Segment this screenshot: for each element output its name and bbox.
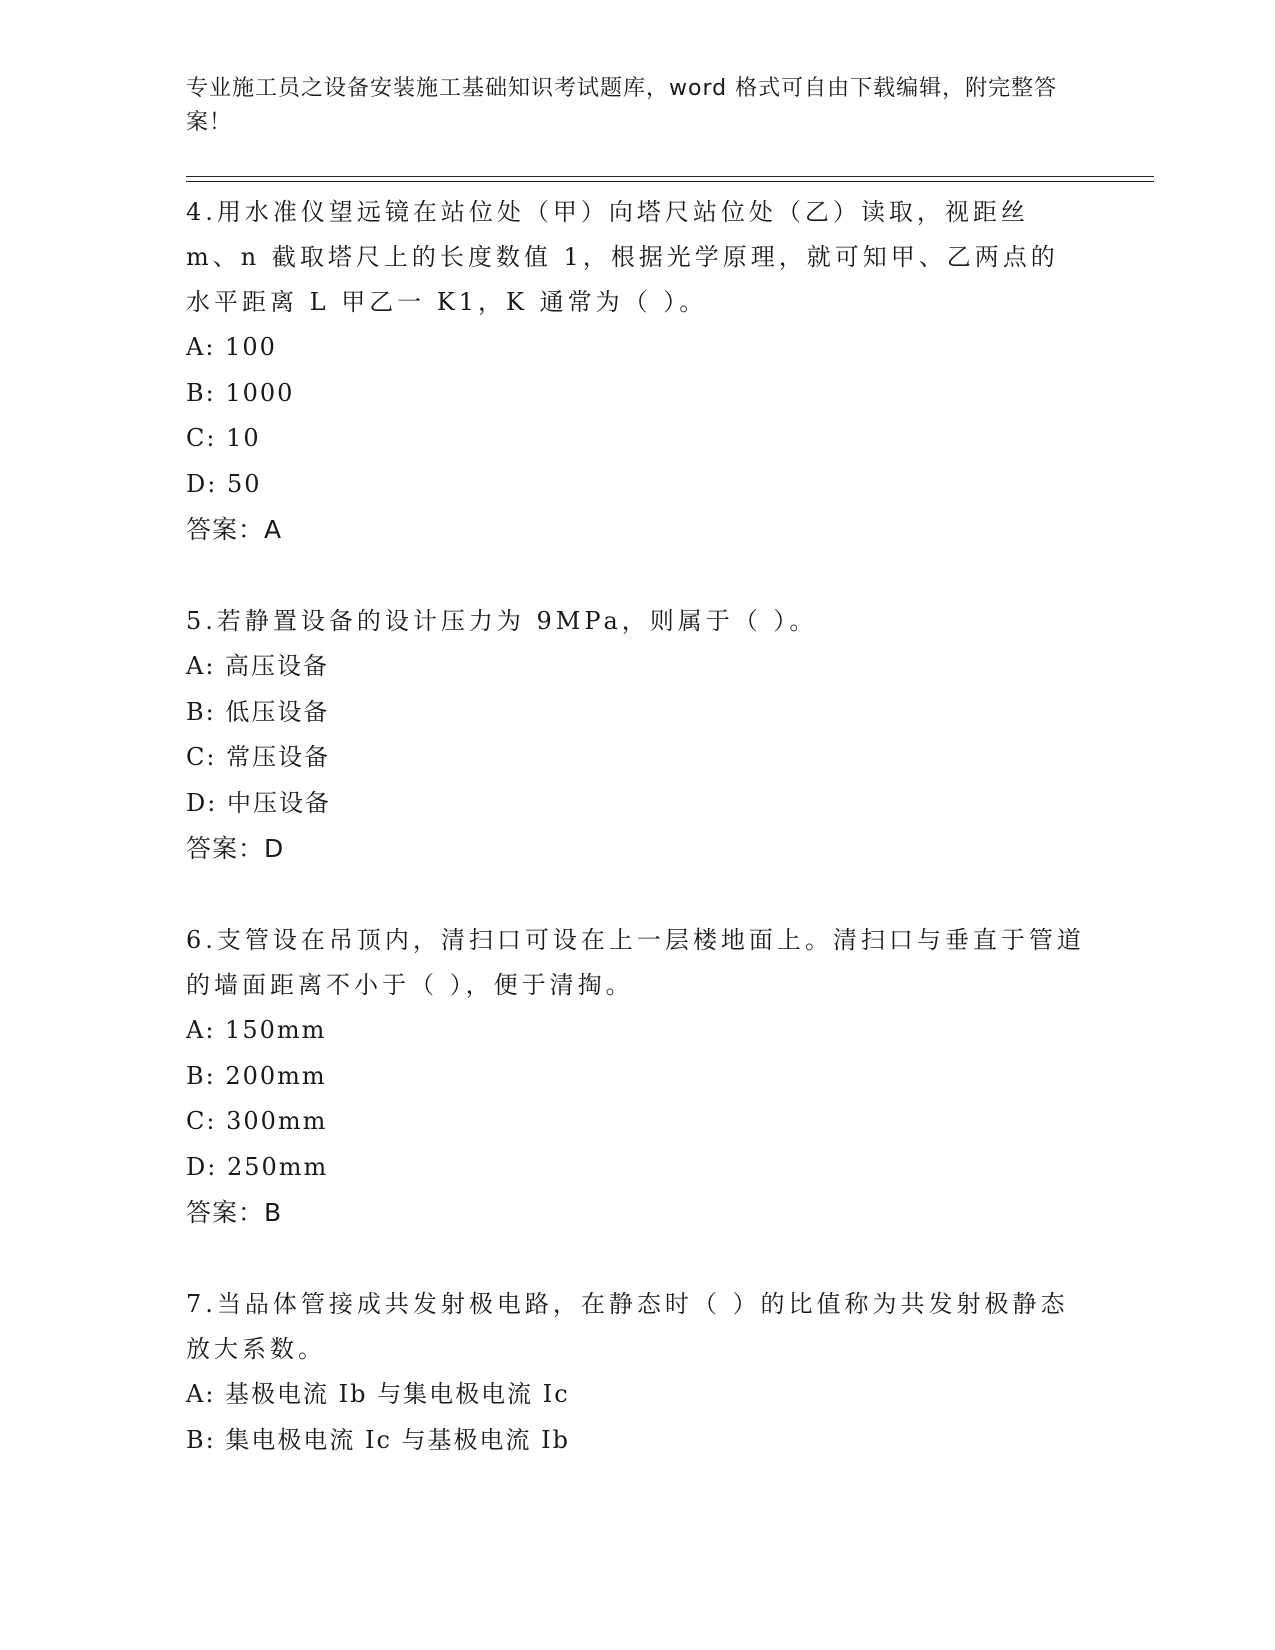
option-c: C: 常压设备 xyxy=(186,743,331,771)
question-text: 4.用水准仪望远镜在站位处（甲）向塔尺站位处（乙）读取，视距丝 m、n 截取塔尺上的长度数值 1，根据光学原理，就可知甲、乙两点的水平距离 L 甲乙一 K1，K 通常为（ ）。 xyxy=(186,198,1059,316)
question-6 xyxy=(186,918,1086,1236)
option-a: A: 150mm xyxy=(186,1016,327,1044)
option-a: A: 高压设备 xyxy=(186,652,330,680)
option-d: D: 250mm xyxy=(186,1152,329,1181)
question-text: 6.支管设在吊顶内，清扫口可设在上一层楼地面上。清扫口与垂直于管道的墙面距离不小于（ ），便于清掏。 xyxy=(186,926,1085,999)
option-d: D: 中压设备 xyxy=(186,788,331,817)
answer-line: 答案：A xyxy=(186,515,283,544)
answer-line: 答案：B xyxy=(186,1198,283,1227)
option-d: D: 50 xyxy=(186,469,262,498)
question-7 xyxy=(186,1282,1086,1463)
question-text: 7.当品体管接成共发射极电路，在静态时（ ）的比值称为共发射极静态放大系数。 xyxy=(186,1290,1069,1363)
option-b: B: 1000 xyxy=(186,378,295,407)
option-b: B: 集电极电流 Ic 与基极电流 Ib xyxy=(186,1425,571,1454)
header-rule-top xyxy=(186,176,1154,177)
option-a: A: 基极电流 Ib 与集电极电流 Ic xyxy=(186,1380,570,1408)
question-4 xyxy=(186,190,1086,553)
question-list xyxy=(186,190,1086,1463)
option-b: B: 200mm xyxy=(186,1061,327,1090)
option-c: C: 10 xyxy=(186,424,261,452)
question-5 xyxy=(186,599,1086,872)
answer-line: 答案：D xyxy=(186,834,285,863)
option-a: A: 100 xyxy=(186,333,277,361)
option-b: B: 低压设备 xyxy=(186,697,330,726)
document-header: 专业施工员之设备安装施工基础知识考试题库，word 格式可自由下载编辑，附完整答案！ xyxy=(186,76,1058,135)
header-rule-bottom xyxy=(186,181,1154,182)
question-text: 5.若静置设备的设计压力为 9MPa，则属于（ ）。 xyxy=(186,607,818,635)
option-c: C: 300mm xyxy=(186,1107,328,1135)
